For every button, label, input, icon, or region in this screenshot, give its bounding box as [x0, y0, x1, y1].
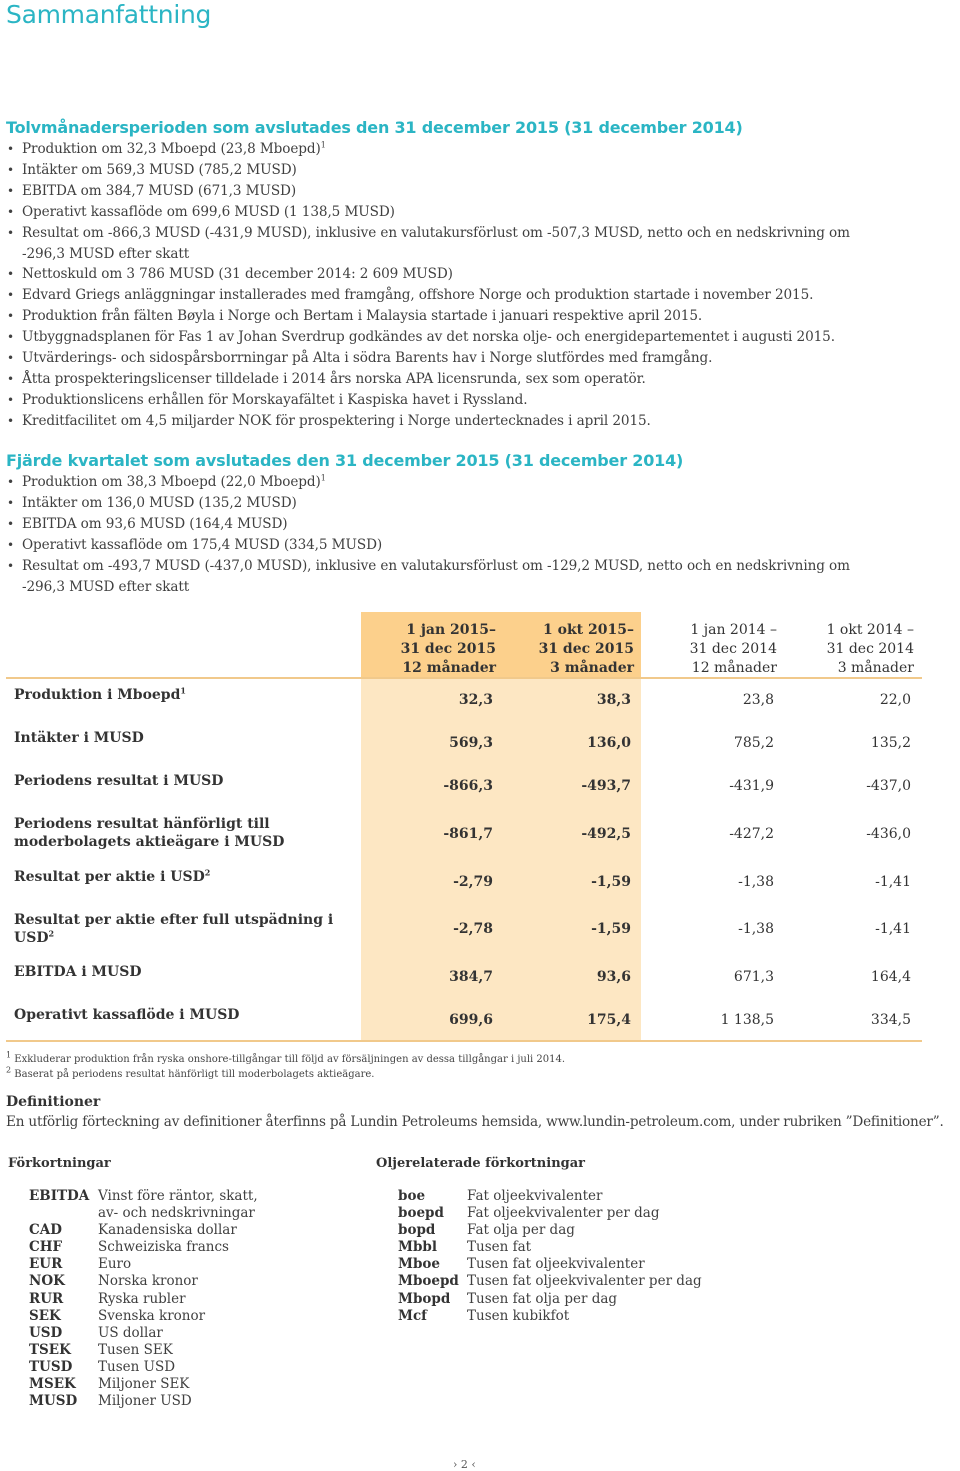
column-header: 1 jan 2014 – 31 dec 2014 12 månader: [689, 622, 777, 676]
row-label: Intäkter i MUSD: [14, 730, 144, 746]
abbreviation-row: CHF Schweiziska francs: [29, 1239, 229, 1256]
abbreviation-row: Mcf Tusen kubikfot: [398, 1307, 570, 1324]
abbreviation-row: MUSD Miljoner USD: [29, 1393, 192, 1410]
table-cell: -1,38: [738, 874, 774, 890]
bullet-item: • Intäkter om 136,0 MUSD (135,2 MUSD): [6, 493, 946, 514]
table-cell: 1 138,5: [720, 1012, 774, 1028]
bullet-item: • Intäkter om 569,3 MUSD (785,2 MUSD): [6, 160, 946, 181]
row-label: Produktion i Mboepd$^1$: [14, 685, 186, 703]
column-header: 1 okt 2014 – 31 dec 2014 3 månader: [826, 622, 914, 676]
definitions-text: En utförlig förteckning av definitioner återfinns på Lundin Petroleums hemsida, www.lundin-petroleum.com, under rubriken ”Definitioner”.: [6, 1114, 944, 1130]
bullet-item: • Nettoskuld om 3 786 MUSD (31 december 2014: 2 609 MUSD): [6, 264, 946, 285]
bullet-item: • Produktion om 32,3 Mboepd (23,8 Mboepd)$^1$: [6, 139, 946, 160]
table-cell: -861,7: [443, 826, 493, 842]
table-cell: -492,5: [581, 826, 631, 842]
bullet-item: • Produktion från fälten Bøyla i Norge och Bertam i Malaysia startade i januari respektive april 2015.: [6, 306, 946, 327]
abbreviation-row: TUSD Tusen USD: [29, 1358, 176, 1375]
table-cell: 32,3: [458, 692, 493, 708]
abbreviation-row: Mboe Tusen fat oljeekvivalenter: [398, 1256, 645, 1273]
bullet-list-12-months: [6, 139, 946, 432]
table-cell: -437,0: [866, 778, 911, 794]
table-cell: 699,6: [449, 1012, 493, 1028]
bullet-item: • Utbyggnadsplanen för Fas 1 av Johan Sverdrup godkändes av det norska olje- och energidepartementet i augusti 2015.: [6, 327, 946, 348]
oil-abbreviations-list: [398, 1188, 718, 1325]
bullet-item: • Produktion om 38,3 Mboepd (22,0 Mboepd)$^1$: [6, 472, 946, 493]
column-header: 1 jan 2015– 31 dec 2015 12 månader: [400, 622, 496, 676]
bullet-item: • Edvard Griegs anläggningar installerades med framgång, offshore Norge och produktion startade i november 2015.: [6, 285, 946, 306]
column-header: 1 okt 2015– 31 dec 2015 3 månader: [538, 622, 634, 676]
table-cell: -1,38: [738, 921, 774, 937]
footnote-2: $^2$ Baserat på periodens resultat hänförligt till moderbolagets aktieägare.: [6, 1065, 375, 1080]
abbreviation-row: Mbopd Tusen fat olja per dag: [398, 1290, 618, 1307]
bullet-item: • EBITDA om 93,6 MUSD (164,4 MUSD): [6, 514, 946, 535]
bullet-item: • EBITDA om 384,7 MUSD (671,3 MUSD): [6, 181, 946, 202]
bullet-item: • Åtta prospekteringslicenser tilldelade i 2014 års norska APA licensrunda, sex som operatör.: [6, 369, 946, 390]
table-cell: 384,7: [449, 969, 493, 985]
footnote-1: $^1$ Exkluderar produktion från ryska onshore-tillgångar till följd av försäljningen av dessa tillgångar i juli 2014.: [6, 1050, 566, 1065]
abbreviation-row: boe Fat oljeekvivalenter: [398, 1188, 603, 1204]
table-cell: -866,3: [443, 778, 493, 794]
table-cell: -1,59: [591, 921, 631, 937]
table-cell: -493,7: [581, 778, 631, 794]
table-cell: -436,0: [866, 826, 911, 842]
bullet-item: • Kreditfacilitet om 4,5 miljarder NOK för prospektering i Norge undertecknades i april 2015.: [6, 411, 946, 432]
abbreviations-list: [29, 1188, 329, 1410]
row-label: Resultat per aktie efter full utspädning i USD$^2$: [14, 912, 334, 946]
table-cell: 93,6: [596, 969, 631, 985]
table-cell: 175,4: [587, 1012, 631, 1028]
page-title: Sammanfattning: [6, 0, 212, 29]
bullet-item: • Resultat om -866,3 MUSD (-431,9 MUSD), inklusive en valutakursförlust om -507,3 MUSD, netto och en nedskrivning om -296,3 MUSD efter skatt: [6, 223, 946, 265]
abbreviation-row: TSEK Tusen SEK: [29, 1341, 173, 1358]
bullet-item: • Utvärderings- och sidospårsborrningar på Alta i södra Barents hav i Norge slutfördes med framgång.: [6, 348, 946, 369]
table-cell: -427,2: [729, 826, 774, 842]
table-cell: -2,79: [453, 874, 493, 890]
row-label: Periodens resultat hänförligt till moderbolagets aktieägare i MUSD: [14, 816, 285, 850]
bullet-item: • Produktionslicens erhållen för Morskayafältet i Kaspiska havet i Ryssland.: [6, 390, 946, 411]
abbreviation-row: RUR Ryska rubler: [29, 1290, 186, 1307]
bullet-item: • Operativt kassaflöde om 175,4 MUSD (334,5 MUSD): [6, 535, 946, 556]
table-bottom-rule: [6, 1040, 922, 1042]
abbreviation-row: NOK Norska kronor: [29, 1273, 198, 1290]
abbreviation-row: EUR Euro: [29, 1256, 132, 1273]
table-cell: 785,2: [733, 735, 774, 751]
page-number: › 2 ‹: [453, 1458, 476, 1471]
abbreviation-row: CAD Kanadensiska dollar: [29, 1222, 237, 1239]
abbreviation-row: MSEK Miljoner SEK: [29, 1376, 190, 1393]
table-cell: 334,5: [870, 1012, 911, 1028]
abbreviation-row: Mboepd Tusen fat oljeekvivalenter per dag: [398, 1273, 702, 1290]
definitions-title: Definitioner: [6, 1094, 101, 1110]
table-cell: -1,41: [875, 874, 911, 890]
abbreviation-row: bopd Fat olja per dag: [398, 1222, 575, 1239]
bullet-list-q4: [6, 472, 946, 597]
bullet-item: • Operativt kassaflöde om 699,6 MUSD (1 138,5 MUSD): [6, 202, 946, 223]
table-cell: 135,2: [870, 735, 911, 751]
row-label: Resultat per aktie i USD$^2$: [14, 867, 211, 885]
row-label: Operativt kassaflöde i MUSD: [14, 1007, 240, 1023]
abbreviation-row: USD US dollar: [29, 1324, 163, 1341]
table-cell: -1,59: [591, 874, 631, 890]
table-cell: 23,8: [742, 692, 774, 708]
table-cell: -2,78: [453, 921, 493, 937]
abbreviation-row: Mbbl Tusen fat: [398, 1239, 532, 1256]
abbreviation-row: SEK Svenska kronor: [29, 1307, 206, 1324]
table-cell: 38,3: [596, 692, 631, 708]
section-heading-12-months: Tolvmånadersperioden som avslutades den 31 december 2015 (31 december 2014): [6, 118, 743, 137]
table-cell: 671,3: [733, 969, 774, 985]
table-cell: -431,9: [729, 778, 774, 794]
row-label: EBITDA i MUSD: [14, 964, 142, 980]
row-label: Periodens resultat i MUSD: [14, 773, 224, 789]
section-heading-q4: Fjärde kvartalet som avslutades den 31 december 2015 (31 december 2014): [6, 451, 684, 470]
abbreviations-title: Förkortningar: [8, 1156, 111, 1171]
abbreviation-row: boepd Fat oljeekvivalenter per dag: [398, 1205, 660, 1222]
table-cell: 569,3: [449, 735, 493, 751]
table-cell: -1,41: [875, 921, 911, 937]
table-cell: 136,0: [587, 735, 631, 751]
table-cell: 22,0: [879, 692, 911, 708]
bullet-item: • Resultat om -493,7 MUSD (-437,0 MUSD), inklusive en valutakursförlust om -129,2 MUSD, netto och en nedskrivning om -296,3 MUSD efter skatt: [6, 556, 946, 598]
table-cell: 164,4: [870, 969, 911, 985]
oil-abbreviations-title: Oljerelaterade förkortningar: [376, 1156, 586, 1171]
abbreviation-row: EBITDA Vinst före räntor, skatt, av- och nedskrivningar: [29, 1188, 258, 1222]
